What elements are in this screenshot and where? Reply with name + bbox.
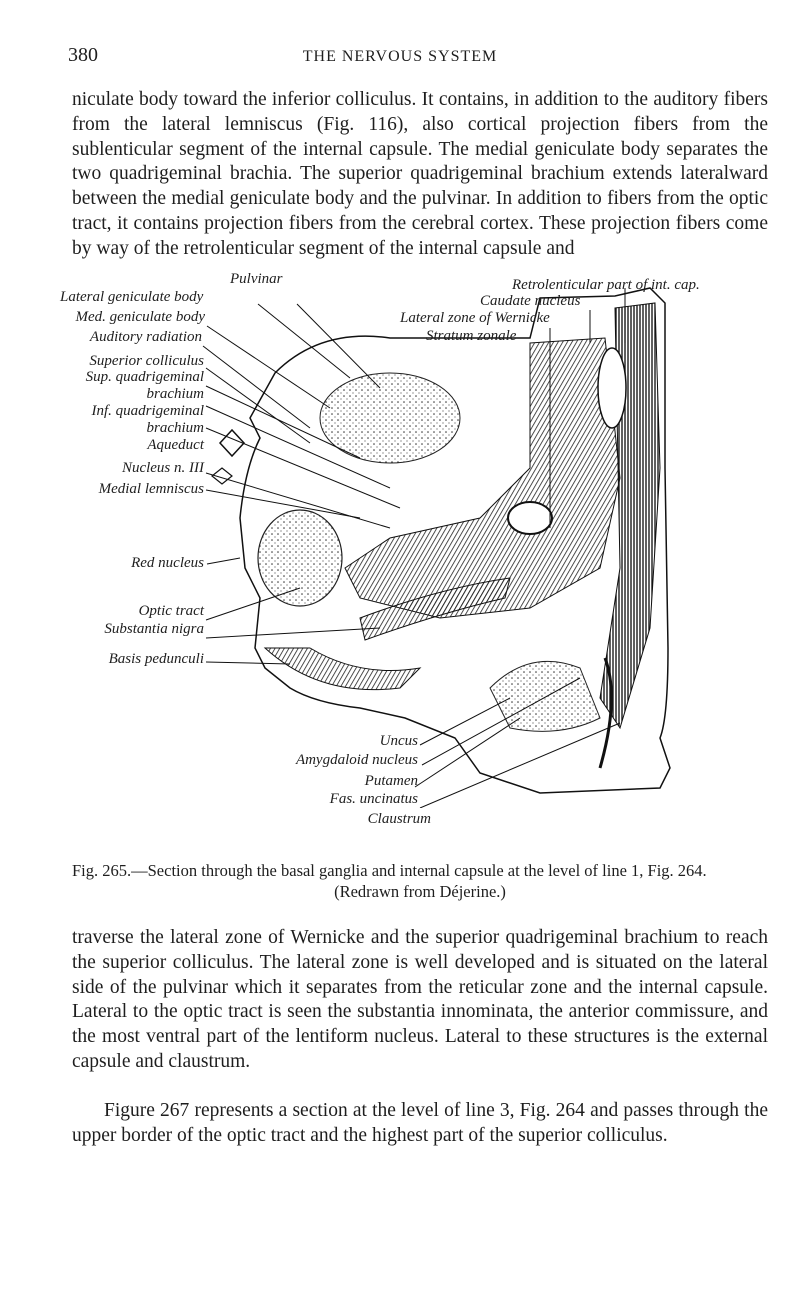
label-retrolenticular: Retrolenticular part of int. cap. [512, 277, 700, 293]
label-putamen: Putamen [364, 773, 418, 789]
body-paragraph: niculate body toward the inferior colliculus. It contains, in addition to the auditory fibers from the lateral lemniscus (Fig. 116), also cortical projection fibers from the sublenticular segment of the internal capsule. The medial geniculate body separates the two quadrigeminal brachia. The superior quadrigeminal brachium extends lateralward between the medial geniculate body and the pulvinar. In addition to fibers from the optic tract, it contains projection fibers from the cerebral cortex. These projection fibers come by way of the retrolenticular segment of the internal capsule and [72, 89, 768, 259]
label-optic-tract: Optic tract [138, 603, 204, 619]
label-stratum-zonale: Stratum zonale [426, 328, 517, 344]
running-head: THE NERVOUS SYSTEM [302, 48, 498, 65]
page-number: 380 [68, 44, 98, 66]
label-medial-lemniscus: Medial lemniscus [98, 481, 204, 497]
label-pulvinar: Pulvinar [230, 271, 283, 287]
caudate-loop [508, 502, 552, 534]
label-basis-pedunculi: Basis pedunculi [108, 651, 204, 667]
ventricle-loop [598, 348, 626, 428]
label-substantia-nigra: Substantia nigra [104, 621, 204, 637]
label-aqueduct: Aqueduct [147, 437, 204, 453]
label-inf-quadrigeminal: Inf. quadrigeminal [91, 403, 204, 419]
label-nucleus-n-iii: Nucleus n. III [121, 460, 204, 476]
brain-section-illustration [60, 268, 760, 808]
caption-text: Fig. 265.—Section through the basal ganglia and internal capsule at the level of line 1, Fig. 264. [72, 861, 707, 880]
red-nucleus-mass [258, 510, 342, 606]
body-paragraph: traverse the lateral zone of Wernicke and the superior quadrigeminal brachium to reach the superior colliculus. The lateral zone is well developed and is situated on the lateral side of the pulvinar which it separates from the reticular zone and the internal capsule. Lateral to the optic tract is seen the substantia innominata, the anterior commissure, and the most ventral part of the lentiform nucleus. Lateral to these structures is the external capsule and claustrum. [72, 927, 768, 1072]
label-auditory-radiation: Auditory radiation [89, 329, 202, 345]
label-superior-colliculus: Superior colliculus [89, 353, 204, 369]
label-red-nucleus: Red nucleus [131, 555, 204, 571]
label-claustrum: Claustrum [367, 811, 431, 827]
label-fas-uncinatus: Fas. uncinatus [329, 791, 418, 807]
label-med-geniculate-body: Med. geniculate body [75, 309, 205, 325]
label-amygdaloid-nucleus: Amygdaloid nucleus [295, 752, 418, 768]
label-caudate-nucleus: Caudate nucleus [480, 293, 581, 309]
label-brachium-inf: brachium [146, 420, 204, 436]
label-brachium-sup: brachium [146, 386, 204, 402]
caption-source: (Redrawn from Déjerine.) [334, 882, 506, 901]
label-sup-quadrigeminal: Sup. quadrigeminal [85, 369, 204, 385]
figure-caption [72, 860, 768, 902]
figure-265 [60, 268, 760, 808]
label-lateral-zone-wernicke: Lateral zone of Wernicke [400, 310, 550, 326]
body-paragraph: Figure 267 represents a section at the level of line 3, Fig. 264 and passes through the upper border of the optic tract and the highest part of the superior colliculus. [72, 1100, 768, 1146]
label-uncus: Uncus [379, 733, 418, 749]
label-lateral-geniculate-body: Lateral geniculate body [60, 289, 204, 305]
aqueduct-diamond [220, 430, 244, 456]
